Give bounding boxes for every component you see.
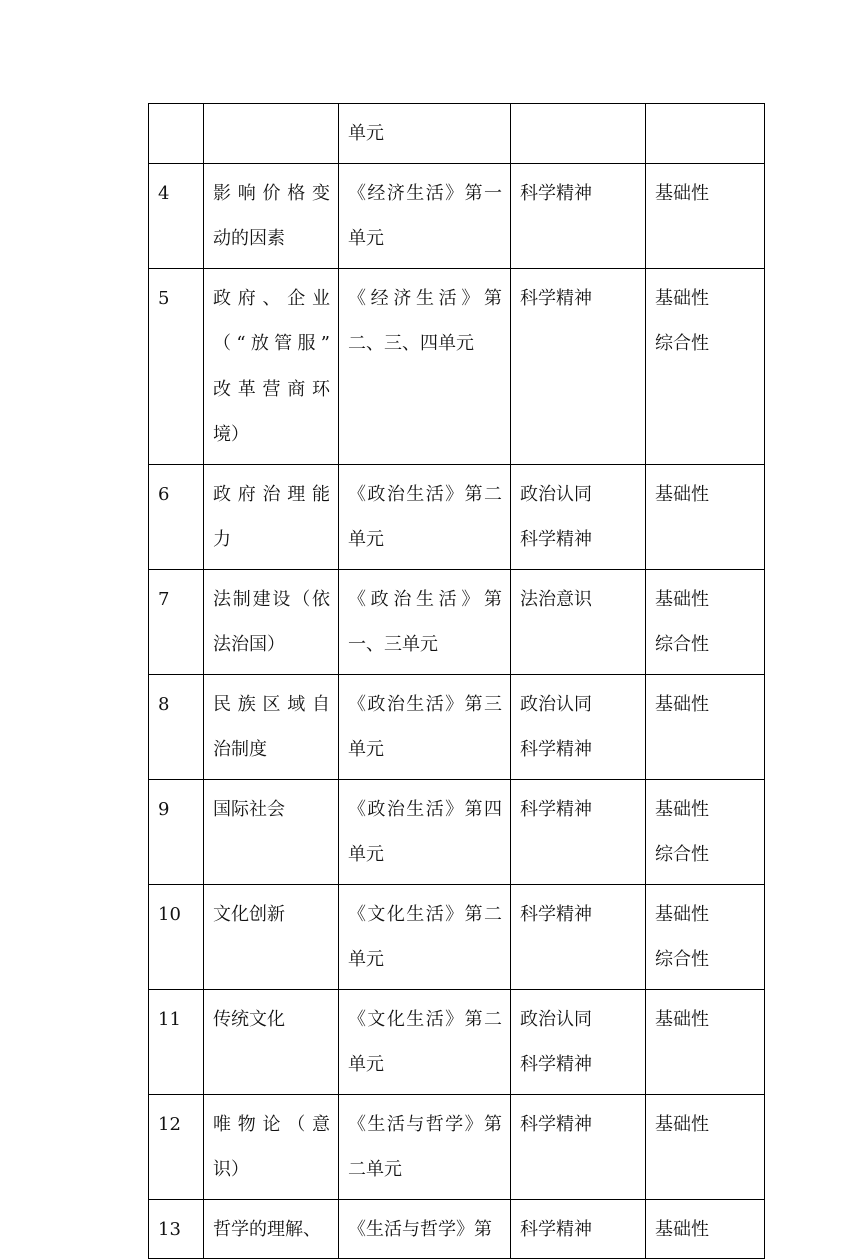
cell-unit	[339, 884, 511, 989]
cell-topic	[204, 268, 339, 464]
cell-text-line: 改革营商环	[213, 378, 330, 400]
cell-number	[149, 569, 204, 674]
cell-number	[149, 104, 204, 164]
cell-text-line: 单元	[348, 123, 384, 144]
cell-text-line: 基础性	[655, 483, 709, 505]
cell-topic	[204, 569, 339, 674]
cell-text-line: 文化创新	[213, 903, 285, 925]
cell-nature	[646, 1094, 765, 1199]
cell-literacy	[511, 674, 646, 779]
table-row	[149, 989, 765, 1094]
cell-text-line: 《政治生活》第三	[348, 693, 502, 715]
cell-text: 4	[158, 182, 170, 204]
cell-number	[149, 1094, 204, 1199]
cell-unit	[339, 1094, 511, 1199]
cell-literacy	[511, 268, 646, 464]
cell-text-line: 政治认同	[520, 483, 592, 505]
cell-topic	[204, 1199, 339, 1259]
cell-literacy	[511, 464, 646, 569]
table-row	[149, 1199, 765, 1259]
cell-text-line: 《生活与哲学》第	[348, 1113, 502, 1135]
cell-text-line: 单元	[348, 844, 384, 865]
cell-text-line: 识）	[213, 1159, 249, 1180]
cell-unit	[339, 104, 511, 164]
cell-text-line: （“放管服”	[213, 333, 330, 354]
cell-nature	[646, 884, 765, 989]
cell-text-line: 基础性	[655, 588, 709, 610]
cell-text-line: 《生活与哲学》第	[348, 1218, 492, 1240]
cell-number	[149, 779, 204, 884]
cell-text-line: 法治国）	[213, 634, 285, 655]
cell-text-line: 综合性	[655, 333, 709, 354]
cell-text-line: 动的因素	[213, 228, 285, 249]
table-row	[149, 674, 765, 779]
cell-text-line: 基础性	[655, 1218, 709, 1240]
cell-number	[149, 884, 204, 989]
cell-text-line: 治制度	[213, 739, 267, 760]
cell-text-line: 科学精神	[520, 739, 592, 760]
cell-number	[149, 268, 204, 464]
cell-text-line: 政府治理能	[213, 483, 330, 505]
cell-number	[149, 674, 204, 779]
cell-text: 13	[158, 1218, 181, 1240]
cell-nature	[646, 989, 765, 1094]
table-row	[149, 1094, 765, 1199]
cell-text-line: 单元	[348, 228, 384, 249]
cell-unit	[339, 674, 511, 779]
cell-topic	[204, 163, 339, 268]
cell-text: 9	[158, 798, 170, 820]
cell-text-line: 基础性	[655, 693, 709, 715]
cell-text: 8	[158, 693, 170, 715]
cell-text-line: 科学精神	[520, 182, 592, 204]
cell-text-line: 《经济生活》第	[348, 287, 502, 309]
cell-text-line: 哲学的理解、	[213, 1218, 321, 1240]
cell-text: 5	[158, 287, 170, 309]
cell-unit	[339, 569, 511, 674]
cell-text-line: 力	[213, 529, 231, 550]
cell-text-line: 《经济生活》第一	[348, 182, 502, 204]
table-row	[149, 104, 765, 164]
cell-text-line: 综合性	[655, 949, 709, 970]
cell-text-line: 单元	[348, 949, 384, 970]
cell-text-line: 《政治生活》第四	[348, 798, 502, 820]
cell-text-line: 影响价格变	[213, 182, 330, 204]
cell-text-line: 基础性	[655, 1113, 709, 1135]
cell-literacy	[511, 1199, 646, 1259]
cell-text-line: 综合性	[655, 844, 709, 865]
cell-text-line: 政治认同	[520, 1008, 592, 1030]
cell-text-line: 科学精神	[520, 287, 592, 309]
cell-topic	[204, 1094, 339, 1199]
table-row	[149, 268, 765, 464]
cell-text-line: 基础性	[655, 182, 709, 204]
cell-text-line: 政治认同	[520, 693, 592, 715]
cell-text-line: 境）	[213, 424, 249, 445]
cell-nature	[646, 163, 765, 268]
cell-text: 10	[158, 903, 181, 925]
cell-unit	[339, 464, 511, 569]
cell-text: 6	[158, 483, 170, 505]
cell-literacy	[511, 989, 646, 1094]
cell-topic	[204, 464, 339, 569]
cell-literacy	[511, 569, 646, 674]
cell-unit	[339, 989, 511, 1094]
cell-number	[149, 163, 204, 268]
cell-text-line: 科学精神	[520, 1054, 592, 1075]
cell-number	[149, 989, 204, 1094]
cell-text: 12	[158, 1113, 181, 1135]
cell-literacy	[511, 779, 646, 884]
cell-text-line: 科学精神	[520, 529, 592, 550]
cell-text-line: 基础性	[655, 287, 709, 309]
cell-text-line: 基础性	[655, 903, 709, 925]
cell-literacy	[511, 104, 646, 164]
topic-table	[148, 103, 765, 1259]
cell-text-line: 《政治生活》第二	[348, 483, 502, 505]
cell-text-line: 科学精神	[520, 798, 592, 820]
cell-nature	[646, 268, 765, 464]
cell-text-line: 二、三、四单元	[348, 333, 474, 354]
cell-nature	[646, 104, 765, 164]
cell-text-line: 综合性	[655, 634, 709, 655]
table-row	[149, 884, 765, 989]
cell-topic	[204, 104, 339, 164]
cell-text-line: 单元	[348, 1054, 384, 1075]
cell-text-line: 一、三单元	[348, 634, 438, 655]
cell-text-line: 单元	[348, 529, 384, 550]
cell-text-line: 民族区域自	[213, 693, 330, 715]
cell-number	[149, 464, 204, 569]
cell-text-line: 单元	[348, 739, 384, 760]
cell-text-line: 唯物论（意	[213, 1113, 330, 1135]
cell-text-line: 科学精神	[520, 1113, 592, 1135]
cell-topic	[204, 989, 339, 1094]
cell-nature	[646, 779, 765, 884]
table-row	[149, 163, 765, 268]
cell-nature	[646, 674, 765, 779]
table-row	[149, 779, 765, 884]
table-body	[149, 104, 765, 1259]
cell-text-line: 国际社会	[213, 798, 285, 820]
cell-text-line: 法治意识	[520, 588, 592, 610]
cell-unit	[339, 268, 511, 464]
cell-unit	[339, 163, 511, 268]
cell-text-line: 《文化生活》第二	[348, 903, 502, 925]
cell-nature	[646, 569, 765, 674]
cell-nature	[646, 464, 765, 569]
cell-number	[149, 1199, 204, 1259]
cell-topic	[204, 884, 339, 989]
cell-nature	[646, 1199, 765, 1259]
cell-text: 11	[158, 1008, 181, 1030]
cell-literacy	[511, 163, 646, 268]
table-row	[149, 569, 765, 674]
cell-text-line: 基础性	[655, 1008, 709, 1030]
cell-text-line: 科学精神	[520, 1218, 592, 1240]
cell-text-line: 《政治生活》第	[348, 588, 502, 610]
cell-text: 7	[158, 588, 170, 610]
cell-literacy	[511, 884, 646, 989]
cell-text-line: 基础性	[655, 798, 709, 820]
cell-topic	[204, 674, 339, 779]
table-row	[149, 464, 765, 569]
cell-text-line: 《文化生活》第二	[348, 1008, 502, 1030]
cell-text-line: 科学精神	[520, 903, 592, 925]
cell-unit	[339, 1199, 511, 1259]
cell-text-line: 政府、企业	[213, 287, 330, 309]
cell-literacy	[511, 1094, 646, 1199]
cell-text-line: 传统文化	[213, 1008, 285, 1030]
cell-unit	[339, 779, 511, 884]
cell-text-line: 二单元	[348, 1159, 402, 1180]
cell-topic	[204, 779, 339, 884]
cell-text-line: 法制建设（依	[213, 588, 330, 610]
